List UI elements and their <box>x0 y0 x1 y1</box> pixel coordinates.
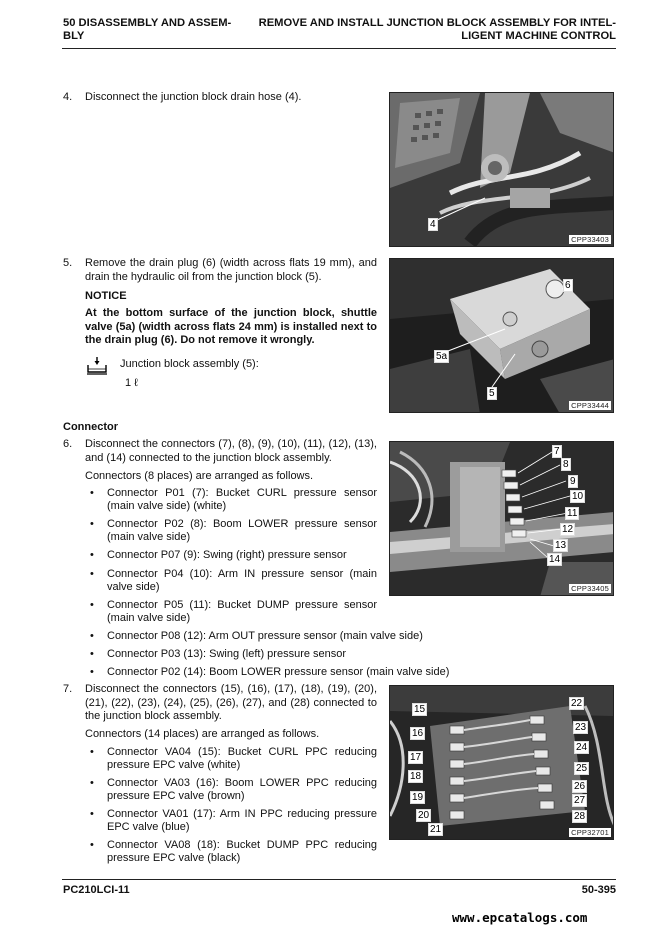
step-text: Disconnect the junction block drain hose (4). <box>85 91 302 103</box>
header-divider <box>62 48 616 49</box>
step-number: 4. <box>63 91 73 103</box>
callout-8: 8 <box>563 459 569 470</box>
step-7-subtext: Connectors (14 places) are arranged as follows. <box>85 728 320 740</box>
figure-epc-valve-connectors-photo <box>389 685 614 840</box>
footer-page-number: 50-395 <box>581 884 616 896</box>
callout-20: 20 <box>418 810 430 821</box>
footer-model: PC210LCI-11 <box>63 884 130 896</box>
callout-21: 21 <box>430 824 442 835</box>
callout-22: 22 <box>571 698 583 709</box>
step-number: 5. <box>63 257 73 269</box>
step-6-subtext: Connectors (8 places) are arranged as follows. <box>85 470 314 482</box>
callout-7: 7 <box>554 446 560 457</box>
callout-16: 16 <box>412 728 424 739</box>
callout-4: 4 <box>430 219 436 230</box>
header-page-title: REMOVE AND INSTALL JUNCTION BLOCK ASSEMBLY FOR INTEL- LIGENT MACHINE CONTROL <box>258 17 616 42</box>
figure-code: CPP32701 <box>571 828 609 837</box>
footer-divider <box>62 879 616 880</box>
callout-23: 23 <box>575 722 587 733</box>
notice-heading: NOTICE <box>85 290 127 302</box>
callout-18: 18 <box>410 771 422 782</box>
oil-capacity-label: Junction block assembly (5): <box>120 358 259 370</box>
notice-body: At the bottom surface of the junction block, shuttle valve (5a) (width across flats 24 mm) is installed next to the drain plug (6). Do not remove it wrongly. <box>85 307 377 346</box>
figure-code: CPP33444 <box>571 401 609 410</box>
figure-pressure-sensor-connectors-photo <box>389 441 614 596</box>
oil-capacity-icon <box>86 356 108 376</box>
callout-24: 24 <box>576 742 588 753</box>
step-5 <box>63 257 377 287</box>
figure-drain-hose-photo <box>389 92 614 247</box>
callout-26: 26 <box>574 781 586 792</box>
figure-drain-plug-photo <box>389 258 614 413</box>
watermark-url: www.epcatalogs.com <box>452 910 588 925</box>
figure-code: CPP33403 <box>571 235 609 244</box>
step-number: 7. <box>63 683 73 695</box>
step-text: Disconnect the connectors (15), (16), (17), (18), (19), (20), (21), (22), (23), (24), (25), (26), (27), and (28) connected to the junction block assembly. <box>85 683 377 722</box>
callout-13: 13 <box>555 540 567 551</box>
callout-5a: 5a <box>436 351 448 362</box>
callout-11: 11 <box>567 508 578 519</box>
section-heading-connector: Connector <box>63 421 118 433</box>
callout-9: 9 <box>570 476 576 487</box>
step-7 <box>63 683 377 725</box>
callout-28: 28 <box>574 811 586 822</box>
callout-19: 19 <box>412 792 424 803</box>
step-text: Remove the drain plug (6) (width across flats 19 mm), and drain the hydraulic oil from the junction block (5). <box>85 257 377 283</box>
callout-12: 12 <box>562 524 574 535</box>
header-section-title: 50 DISASSEMBLY AND ASSEM- BLY <box>63 17 232 42</box>
callout-10: 10 <box>572 491 584 502</box>
callout-15: 15 <box>414 704 426 715</box>
step-text: Disconnect the connectors (7), (8), (9), (10), (11), (12), (13), and (14) connected to the junction block assembly. <box>85 438 377 464</box>
callout-6: 6 <box>565 280 571 291</box>
step-number: 6. <box>63 438 73 450</box>
callout-5: 5 <box>489 388 495 399</box>
step-6 <box>63 438 377 466</box>
callout-27: 27 <box>574 795 586 806</box>
oil-capacity-value: 1 ℓ <box>125 377 138 389</box>
callout-25: 25 <box>576 763 588 774</box>
callout-17: 17 <box>410 752 422 763</box>
callout-14: 14 <box>549 554 561 565</box>
figure-code: CPP33405 <box>571 584 609 593</box>
